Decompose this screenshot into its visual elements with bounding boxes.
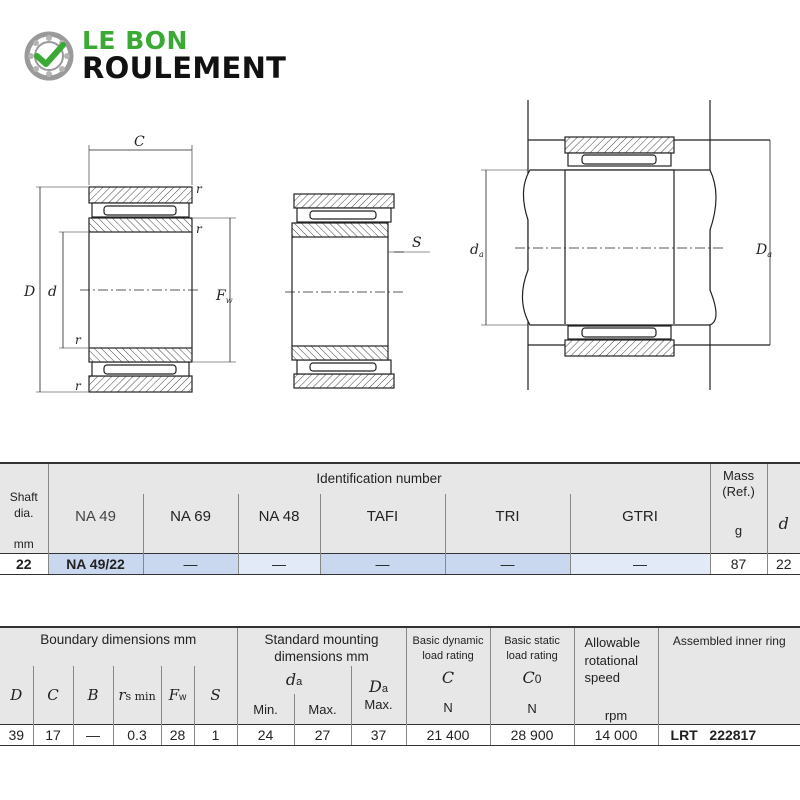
label-r-2: r (196, 222, 202, 236)
sym-rs: rs min (113, 666, 161, 725)
cell-S: 1 (194, 725, 237, 746)
label-Fw: $F_w$ (216, 288, 233, 305)
label-Da: $D_a$ (756, 242, 773, 259)
label-r-1: r (196, 182, 202, 196)
sym-B: B (73, 666, 113, 725)
label-r-3: r (75, 333, 81, 347)
sym-D: D (0, 666, 33, 725)
identification-table (0, 462, 800, 575)
col-tafi: TAFI (320, 494, 445, 540)
label-S: S (412, 235, 422, 251)
label-da: $d_a$ (470, 242, 484, 259)
label-C: C (134, 134, 145, 150)
sym-C: C (33, 666, 73, 725)
mounting-title: Standard mounting dimensions mm (237, 627, 406, 666)
ring-header: Assembled inner ring (658, 627, 800, 725)
cell-rs: 0.3 (113, 725, 161, 746)
cell-tafi: — (320, 553, 445, 574)
cell-static: 28 900 (490, 725, 574, 746)
label-d: d (48, 284, 57, 300)
boundary-title: Boundary dimensions mm (0, 627, 237, 666)
cell-C: 17 (33, 725, 73, 746)
cell-Fw: 28 (161, 725, 194, 746)
col-tri: TRI (445, 494, 570, 540)
cell-inner-ring: LRT 222817 (658, 725, 800, 746)
da-min-header: Min. (237, 694, 294, 725)
shaft-header: Shaft dia. mm (0, 463, 48, 553)
cell-gtri: — (570, 553, 710, 574)
sym-da: da (237, 666, 351, 694)
speed-header: Allowable rotational speed rpm (574, 627, 658, 725)
cell-d: 22 (767, 553, 800, 574)
da-max-header: Max. (294, 694, 351, 725)
cell-da-min: 24 (237, 725, 294, 746)
col-na69: NA 69 (143, 494, 238, 540)
table-row (0, 725, 800, 746)
brand-line-2: ROULEMENT (82, 51, 287, 85)
cell-dynamic: 21 400 (406, 725, 490, 746)
table-row (0, 553, 800, 574)
dynamic-header: Basic dynamic load rating C N (406, 627, 490, 725)
mounting-view (481, 100, 773, 390)
cell-na69: — (143, 553, 238, 574)
cell-na49: NA 49/22 (48, 553, 143, 574)
bearing-outer-view (285, 194, 430, 388)
ident-title: Identification number (48, 463, 710, 494)
cell-mass: 87 (710, 553, 767, 574)
sym-Fw: Fw (161, 666, 194, 725)
col-gtri: GTRI (570, 494, 710, 540)
dimensions-table (0, 626, 800, 746)
mass-header: Mass (Ref.) g (710, 463, 767, 553)
sym-S: S (194, 666, 237, 725)
static-header: Basic static load rating C0 N (490, 627, 574, 725)
cell-Da-max: 37 (351, 725, 406, 746)
label-D: D (24, 284, 36, 300)
cell-shaft: 22 (0, 553, 48, 574)
col-na48: NA 48 (238, 494, 320, 540)
cell-speed: 14 000 (574, 725, 658, 746)
cell-da-max: 27 (294, 725, 351, 746)
d-header: d (767, 463, 800, 553)
label-r-4: r (75, 379, 81, 393)
cell-na48: — (238, 553, 320, 574)
cell-tri: — (445, 553, 570, 574)
cell-D: 39 (0, 725, 33, 746)
col-na49: NA 49 (48, 494, 143, 540)
sym-Da: Da Max. (351, 666, 406, 725)
cell-B: — (73, 725, 113, 746)
brand-line-1: LE BON (82, 26, 188, 55)
bearing-section-view (36, 145, 236, 392)
